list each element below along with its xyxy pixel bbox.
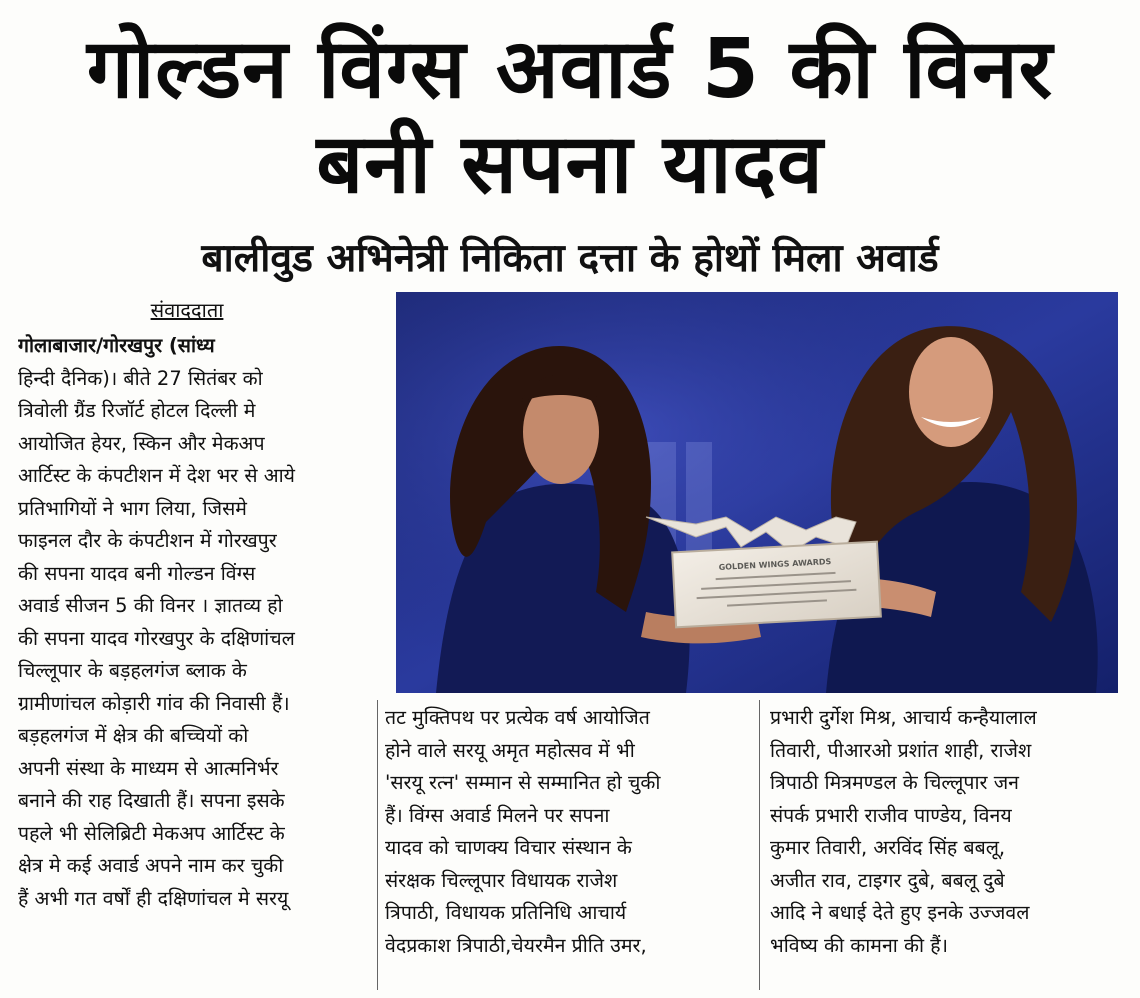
- article-line: संरक्षक चिल्लूपार विधायक राजेश: [385, 868, 618, 892]
- article-line: तिवारी, पीआरओ प्रशांत शाही, राजेश: [770, 738, 1032, 762]
- article-column-1: [18, 330, 366, 915]
- article-line: यादव को चाणक्य विचार संस्थान के: [385, 836, 632, 859]
- article-line: फाइनल दौर के कंपटीशन में गोरखपुर: [18, 529, 277, 552]
- article-line: त्रिपाठी, विधायक प्रतिनिधि आचार्य: [385, 901, 627, 924]
- headline-line-1: गोल्डन विंग्स अवार्ड 5 की विनर: [86, 22, 1054, 117]
- article-line: बड़हलगंज में क्षेत्र की बच्चियों को: [18, 724, 249, 747]
- article-line: अवार्ड सीजन 5 की विनर । ज्ञातव्य हो: [18, 594, 283, 617]
- article-line: की सपना यादव गोरखपुर के दक्षिणांचल: [18, 626, 295, 650]
- article-line: हिन्दी दैनिक)। बीते 27 सितंबर को: [18, 366, 263, 390]
- article-line: वेदप्रकाश त्रिपाठी,चेयरमैन प्रीति उमर,: [385, 933, 647, 957]
- article-line: गोलाबाजार/गोरखपुर (सांध्य: [18, 334, 215, 357]
- article-line: क्षेत्र मे कई अवार्ड अपने नाम कर चुकी: [18, 854, 284, 877]
- certificate-heading: GOLDEN WINGS AWARDS: [718, 557, 832, 572]
- article-line: ग्रामीणांचल कोड़ारी गांव की निवासी हैं।: [18, 691, 290, 715]
- article-line: भविष्य की कामना की हैं।: [770, 933, 948, 957]
- subheadline: बालीवुड अभिनेत्री निकिता दत्ता के होथों मिला अवार्ड: [201, 236, 939, 281]
- article-line: पहले भी सेलिब्रिटी मेकअप आर्टिस्ट के: [18, 821, 285, 845]
- article-line: आर्टिस्ट के कंपटीशन में देश भर से आये: [18, 464, 295, 487]
- article-line: प्रतिभागियों ने भाग लिया, जिसमे: [18, 496, 247, 520]
- article-line: आयोजित हेयर, स्किन और मेकअप: [18, 431, 265, 455]
- article-line: प्रभारी दुर्गेश मिश्र, आचार्य कन्हैयालाल: [770, 706, 1037, 729]
- article-line: कुमार तिवारी, अरविंद सिंह बबलू,: [770, 836, 1006, 859]
- article-line: अपनी संस्था के माध्यम से आत्मनिर्भर: [18, 756, 279, 780]
- headline-line-2: बनी सपना यादव: [316, 117, 824, 212]
- article-line: चिल्लूपार के बड़हलगंज ब्लाक के: [18, 659, 247, 682]
- article-line: संपर्क प्रभारी राजीव पाण्डेय, विनय: [770, 803, 1012, 827]
- article-line: अजीत राव, टाइगर दुबे, बबलू दुबे: [770, 868, 1005, 892]
- article-line: तट मुक्तिपथ पर प्रत्येक वर्ष आयोजित: [385, 706, 650, 729]
- award-photo: [396, 292, 1118, 693]
- article-line: बनाने की राह दिखाती हैं। सपना इसके: [18, 789, 285, 812]
- article-column-2: [385, 702, 747, 962]
- byline: संवाददाता: [150, 298, 224, 322]
- column-divider: [377, 700, 378, 990]
- article-line: त्रिवोली ग्रैंड रिजॉर्ट होटल दिल्ली मे: [18, 399, 256, 422]
- article-line: आदि ने बधाई देते हुए इनके उज्जवल: [770, 901, 1030, 924]
- article-column-3: [770, 702, 1128, 962]
- article-line: होने वाले सरयू अमृत महोत्सव में भी: [385, 738, 635, 762]
- article-line: 'सरयू रत्न' सम्मान से सम्मानित हो चुकी: [385, 771, 661, 794]
- column-divider: [759, 700, 760, 990]
- article-line: हैं अभी गत वर्षों ही दक्षिणांचल मे सरयू: [18, 886, 289, 910]
- article-line: हैं। विंग्स अवार्ड मिलने पर सपना: [385, 803, 610, 827]
- article-line: त्रिपाठी मित्रमण्डल के चिल्लूपार जन: [770, 771, 1019, 794]
- article-line: की सपना यादव बनी गोल्डन विंग्स: [18, 561, 256, 585]
